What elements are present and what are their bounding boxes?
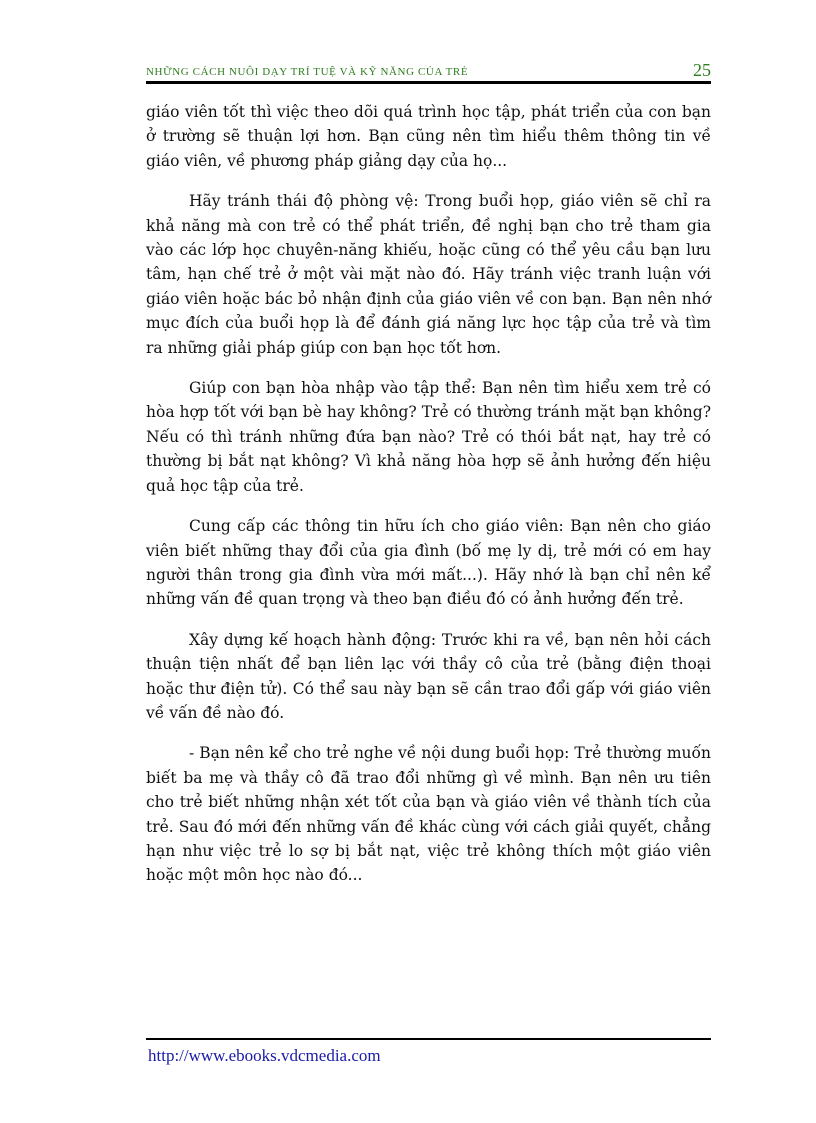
paragraph-social-integration: Giúp con bạn hòa nhập vào tập thể: Bạn nên tìm hiểu xem trẻ có hòa hợp tốt với bạn bè hay không? Trẻ có thường tránh mặt bạn không? Nếu có thì tránh những đứa bạn nào? Trẻ có thói bắt nạt, hay trẻ có thường bị bắt nạt không? Vì khả năng hòa hợp sẽ ảnh hưởng đến hiệu quả học tập của trẻ.	[146, 379, 711, 495]
page-body	[146, 100, 711, 904]
paragraph-useful-info: Cung cấp các thông tin hữu ích cho giáo viên: Bạn nên cho giáo viên biết những thay đổi của gia đình (bố mẹ ly dị, trẻ mới có em hay người thân trong gia đình vừa mới mất...). Hãy nhớ là bạn chỉ nên kể những vấn đề quan trọng và theo bạn điều đó có ảnh hưởng đến trẻ.	[146, 517, 711, 609]
footer-divider	[146, 1038, 711, 1040]
paragraph-tell-child: - Bạn nên kể cho trẻ nghe về nội dung buổi họp: Trẻ thường muốn biết ba mẹ và thầy cô đã trao đổi những gì về mình. Bạn nên ưu tiên cho trẻ biết những nhận xét tốt của bạn và giáo viên về thành tích của trẻ. Sau đó mới đến những vấn đề khác cùng với cách giải quyết, chẳng hạn như việc trẻ lo sợ bị bắt nạt, việc trẻ không thích một giáo viên hoặc một môn học nào đó...	[146, 744, 711, 885]
page-number: 25	[693, 60, 711, 80]
paragraph-defensive-attitude: Hãy tránh thái độ phòng vệ: Trong buổi họp, giáo viên sẽ chỉ ra khả năng mà con trẻ có thể phát triển, đề nghị bạn cho trẻ tham gia vào các lớp học chuyên-năng khiếu, hoặc cũng có thể yêu cầu bạn lưu tâm, hạn chế trẻ ở một vài mặt nào đó. Hãy tránh việc tranh luận với giáo viên hoặc bác bỏ nhận định của giáo viên về con bạn. Bạn nên nhớ mục đích của buổi họp là để đánh giá năng lực học tập của trẻ và tìm ra những giải pháp giúp con bạn học tốt hơn.	[146, 192, 711, 357]
paragraph-action-plan: Xây dựng kế hoạch hành động: Trước khi ra về, bạn nên hỏi cách thuận tiện nhất để bạn liên lạc với thầy cô của trẻ (bằng điện thoại hoặc thư điện tử). Có thể sau này bạn sẽ cần trao đổi gấp với giáo viên về vấn đề nào đó.	[146, 630, 711, 722]
page-header	[146, 60, 711, 82]
running-header-title: NHỮNG CÁCH NUÔI DẠY TRÍ TUỆ VÀ KỸ NĂNG CỦA TRẺ	[146, 66, 469, 78]
paragraph-continuation: giáo viên tốt thì việc theo dõi quá trình học tập, phát triển của con bạn ở trường sẽ thuận lợi hơn. Bạn cũng nên tìm hiểu thêm thông tin về giáo viên, về phương pháp giảng dạy của họ...	[146, 103, 711, 170]
footer-website-link[interactable]: http://www.ebooks.vdcmedia.com	[148, 1046, 381, 1065]
header-divider	[146, 81, 711, 84]
